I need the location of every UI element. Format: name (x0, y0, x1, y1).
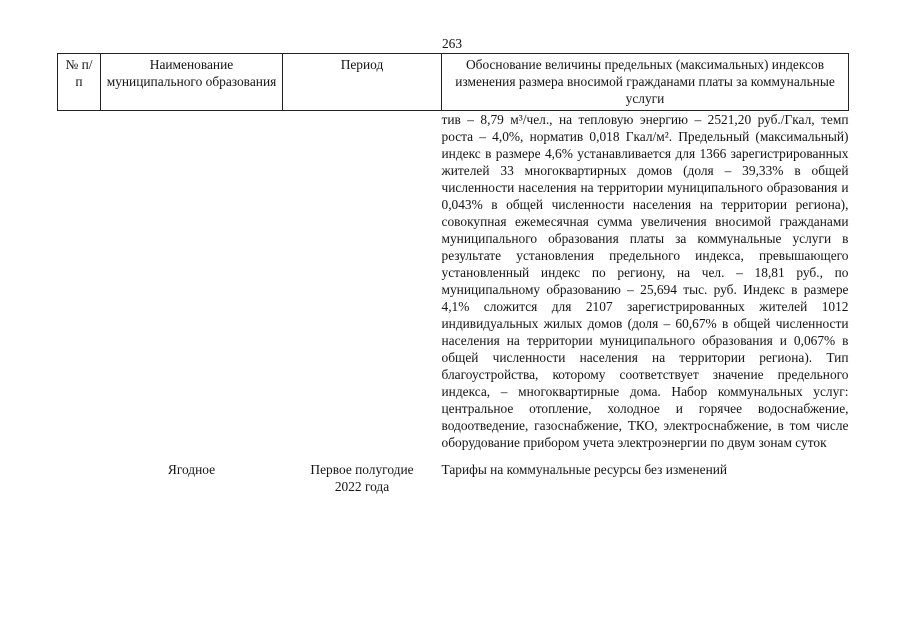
table-row (58, 451, 849, 495)
table-row (58, 111, 849, 452)
header-municipality: Наименование муниципального образования (101, 54, 283, 111)
row-period-line2: 2022 года (334, 479, 390, 494)
table-header-row (58, 54, 849, 111)
header-period: Период (283, 54, 442, 111)
row-period-line1: Первое полугодие (310, 462, 414, 477)
header-number: № п/п (58, 54, 101, 111)
row-number (58, 451, 101, 495)
header-justification: Обоснование величины предельных (максимальных) индексов изменения размера вносимой гражданами платы за коммунальные услуги (442, 54, 849, 111)
row-municipality (101, 111, 283, 452)
row-period (283, 451, 442, 495)
row-municipality: Ягодное (167, 462, 216, 477)
tariff-index-table (57, 53, 849, 495)
row-justification-text: тив – 8,79 м³/чел., на тепловую энергию – 2521,20 руб./Гкал, темп роста – 4,0%, норматив 0,018 Гкал/м². Предельный (максимальный) индекс в размере 4,6% устанавливается для 1366 зарегистрированных жителей 33 многоквартирных домов (доля – 39,33% в общей численности населения на территории муниципального образования и 0,043% в общей численности населения на территории региона), совокупная ежемесячная сумма увеличения вносимой гражданами муниципального образования платы за коммунальные услуги в результате установления предельного индекса, превышающего установленный индекс по региону, на чел. – 18,81 руб., по муниципальному образованию – 25,694 тыс. руб. Индекс в размере 4,1% сложится для 2107 зарегистрированных жителей 1012 индивидуальных жилых домов (доля – 60,67% в общей численности населения на территории муниципального образования и 0,067% в общей численности населения на территории региона). Тип благоустройства, которому соответствует значение предельного индекса, – многоквартирные дома. Набор коммунальных услуг: центральное отопление, холодное и горячее водоснабжение, водоотведение, газоснабжение, ТКО, электроснабжение, в том числе оборудование прибором учета электроэнергии по двум зонам суток (441, 112, 849, 450)
row-justification-text: Тарифы на коммунальные ресурсы без изменений (441, 462, 728, 477)
row-period (283, 111, 442, 452)
row-number (58, 111, 101, 452)
page-number: 263 (441, 36, 463, 51)
